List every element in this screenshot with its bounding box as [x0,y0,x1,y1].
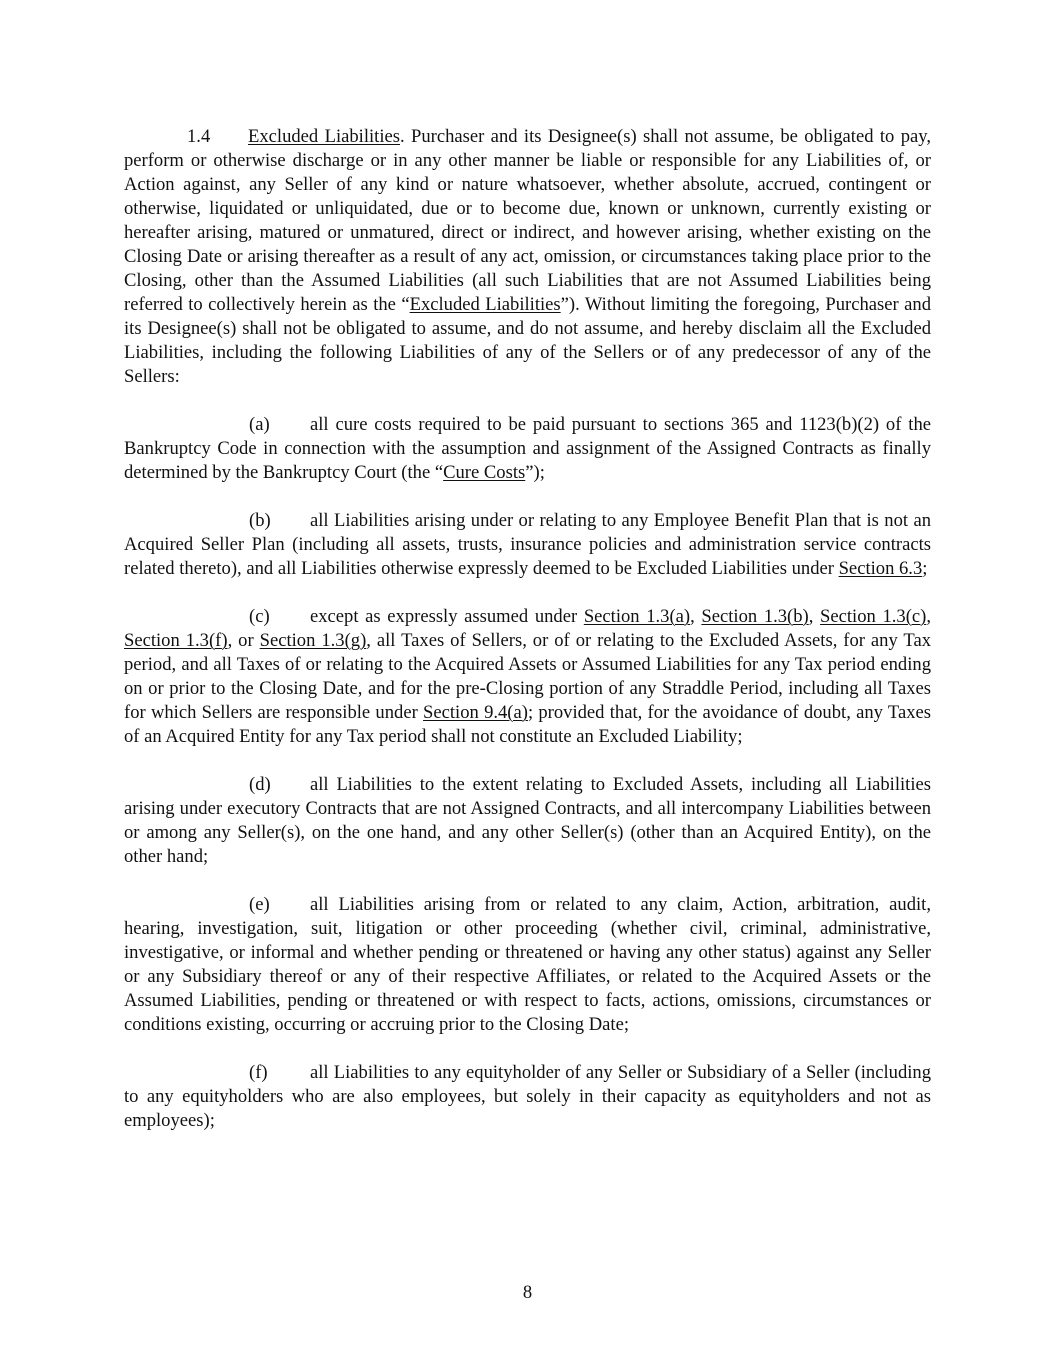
section-9-4-a-reference: Section 9.4(a) [423,702,528,723]
item-c-separator-1: , [690,606,702,627]
item-e-label: (e) [249,894,270,915]
item-c-text-3: ; provided that, for the avoidance of doubt, any Taxes of an Acquired Entity for any Tax period shall not constitute an Excluded Liability; [124,702,931,747]
item-a-text-1: all cure costs required to be paid pursuant to sections 365 and 1123(b)(2) of the Bankruptcy Code in connection with the assumption and assignment of the Assigned Contracts as finally determined by the Bankruptcy Court (the “ [124,414,931,483]
item-d-text: all Liabilities to the extent relating to Excluded Assets, including all Liabilities arising under executory Contracts that are not Assigned Contracts, and all intercompany Liabilities between or among any Seller(s), on the one hand, and any other Seller(s) (other than an Acquired Entity), on the other hand; [124,774,931,867]
item-f-paragraph [124,1061,931,1133]
section-1-3-f-reference: Section 1.3(f) [124,630,228,651]
section-number: 1.4 [187,126,211,147]
section-intro-part-2: ”). Without limiting the foregoing, Purchaser and its Designee(s) shall not be obligated to assume, and do not assume, and hereby disclaim all the Excluded Liabilities, including the following Liabilities of any of the Sellers or of any predecessor of any of the Sellers: [124,294,931,387]
section-heading: Excluded Liabilities [248,126,400,147]
item-c-separator-2: , [808,606,821,627]
item-c-separator-4: , or [227,630,260,651]
item-c-paragraph [124,605,931,749]
item-c-label: (c) [249,606,270,627]
defined-term-cure-costs: Cure Costs [443,462,526,483]
item-b-label: (b) [249,510,271,531]
item-e-text: all Liabilities arising from or related to any claim, Action, arbitration, audit, hearing, investigation, suit, litigation or other proceeding (whether civil, criminal, administrative, investigative, or informal and whether pending or threatened or having any other status) against any Seller or any Subsidiary thereof or any of their respective Affiliates, or related to the Acquired Assets or the Assumed Liabilities, pending or threatened or with respect to facts, actions, omissions, circumstances or conditions existing, occurring or accruing prior to the Closing Date; [124,894,931,1035]
item-f-label: (f) [249,1062,268,1083]
item-c-text-1: except as expressly assumed under [310,606,584,627]
item-a-paragraph [124,413,931,485]
section-1-3-c-reference: Section 1.3(c) [820,606,927,627]
item-c-separator-3: , [926,606,931,627]
item-a-label: (a) [249,414,270,435]
item-b-text-1: all Liabilities arising under or relating to any Employee Benefit Plan that is not an Acquired Seller Plan (including all assets, trusts, insurance policies and administration service contracts related thereto), and all Liabilities otherwise expressly deemed to be Excluded Liabilities under [124,510,931,579]
item-d-paragraph [124,773,931,869]
section-1-4-paragraph [124,125,931,389]
item-e-paragraph [124,893,931,1037]
document-body [124,125,931,1157]
item-b-paragraph [124,509,931,581]
item-d-label: (d) [249,774,271,795]
defined-term-excluded-liabilities: Excluded Liabilities [409,294,561,315]
section-1-3-g-reference: Section 1.3(g) [259,630,367,651]
page-number: 8 [522,1282,533,1303]
section-1-3-b-reference: Section 1.3(b) [701,606,809,627]
section-intro-part-1: . Purchaser and its Designee(s) shall not assume, be obligated to pay, perform or otherwise discharge or in any other manner be liable or responsible for any Liabilities of, or Action against, any Seller of any kind or nature whatsoever, whether absolute, accrued, contingent or otherwise, liquidated or unliquidated, due or to become due, known or unknown, currently existing or hereafter arising, matured or unmatured, direct or indirect, and however arising, whether existing on the Closing Date or arising thereafter as a result of any act, omission, or circumstances taking place prior to the Closing, other than the Assumed Liabilities (all such Liabilities that are not Assumed Liabilities being referred to collectively herein as the “ [124,126,931,315]
section-6-3-reference: Section 6.3 [838,558,923,579]
item-a-text-2: ”); [525,462,545,483]
section-1-3-a-reference: Section 1.3(a) [583,606,691,627]
item-b-text-2: ; [922,558,928,579]
item-f-text: all Liabilities to any equityholder of any Seller or Subsidiary of a Seller (including to any equityholders who are also employees, but solely in their capacity as equityholders and not as employees); [124,1062,931,1131]
item-c-text-2: , all Taxes of Sellers, or of or relating to the Excluded Assets, for any Tax period, and all Taxes of or relating to the Acquired Assets or Assumed Liabilities for any Tax period ending on or prior to the Closing Date, and for the pre-Closing portion of any Straddle Period, including all Taxes for which Sellers are responsible under [124,630,932,723]
